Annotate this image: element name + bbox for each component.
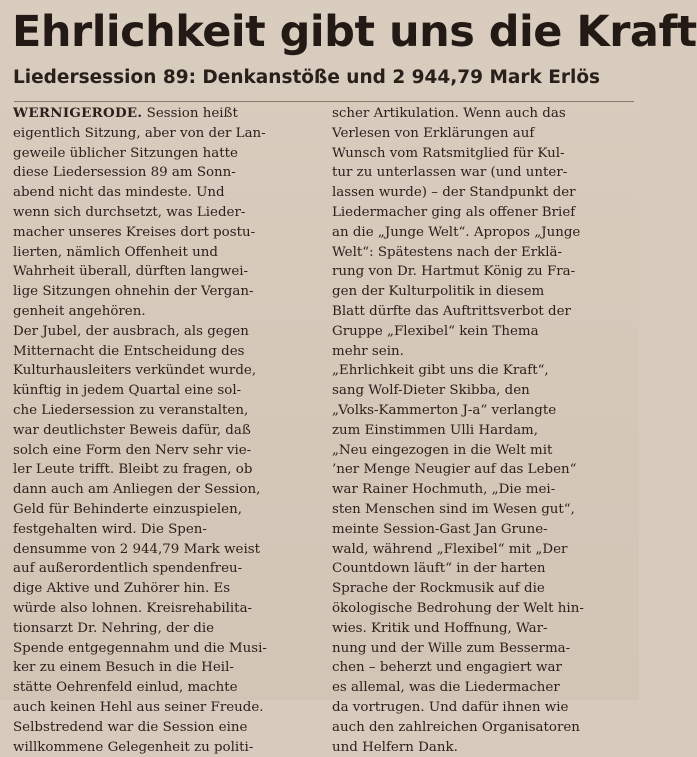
- text-line: da vortrugen. Und dafür ihnen wie: [332, 698, 634, 718]
- text-line: ’ner Menge Neugier auf das Leben“: [332, 460, 634, 480]
- text-line: festgehalten wird. Die Spen-: [13, 520, 328, 540]
- text-line: mehr sein.: [332, 342, 634, 362]
- text-line: sten Menschen sind im Wesen gut“,: [332, 500, 634, 520]
- text-line: solch eine Form den Nerv sehr vie-: [13, 441, 328, 461]
- text-line: Wunsch vom Ratsmitglied für Kul-: [332, 144, 634, 164]
- text-line: stätte Oehrenfeld einlud, machte: [13, 678, 328, 698]
- text-line: dige Aktive und Zuhörer hin. Es: [13, 579, 328, 599]
- text-line: lierten, nämlich Offenheit und: [13, 243, 328, 263]
- text-line: chen – beherzt und engagiert war: [332, 658, 634, 678]
- text-line: ökologische Bedrohung der Welt hin-: [332, 599, 634, 619]
- text-line: gen der Kulturpolitik in diesem: [332, 282, 634, 302]
- text-line: dann auch am Anliegen der Session,: [13, 480, 328, 500]
- text-line: Countdown läuft“ in der harten: [332, 559, 634, 579]
- divider: [14, 101, 634, 102]
- text-line: und Helfern Dank.: [332, 738, 634, 757]
- text-line: Mitternacht die Entscheidung des: [13, 342, 328, 362]
- text-line: che Liedersession zu veranstalten,: [13, 401, 328, 421]
- right-column: [332, 104, 634, 757]
- text-line: es allemal, was die Liedermacher: [332, 678, 634, 698]
- text-line: nung und der Wille zum Bessermа-: [332, 639, 634, 659]
- text-line: tionsarzt Dr. Nehring, der die: [13, 619, 328, 639]
- text-line: meinte Session-Gast Jan Grune-: [332, 520, 634, 540]
- headline: Ehrlichkeit gibt uns die Kraft: [12, 4, 632, 60]
- text-line: würde also lohnen. Kreisrehabilita-: [13, 599, 328, 619]
- text-line: Der Jubel, der ausbrach, als gegen: [13, 322, 328, 342]
- text-line: lige Sitzungen ohnehin der Vergan-: [13, 282, 328, 302]
- text-line: auch keinen Hehl aus seiner Freude.: [13, 698, 328, 718]
- text-line: wald, während „Flexibel“ mit „Der: [332, 540, 634, 560]
- text-line: densumme von 2 944,79 Mark weist: [13, 540, 328, 560]
- text-line: ler Leute trifft. Bleibt zu fragen, ob: [13, 460, 328, 480]
- text-line: Sprache der Rockmusik auf die: [332, 579, 634, 599]
- text-line: Verlesen von Erklärungen auf: [332, 124, 634, 144]
- text-line: scher Artikulation. Wenn auch das: [332, 104, 634, 124]
- text-line: künftig in jedem Quartal eine sol-: [13, 381, 328, 401]
- text-line: auf außerordentlich spendenfreu-: [13, 559, 328, 579]
- text-line: geweile üblicher Sitzungen hatte: [13, 144, 328, 164]
- left-column: [13, 104, 328, 757]
- text-line: eigentlich Sitzung, aber von der Lan-: [13, 124, 328, 144]
- text-line: genheit angehören.: [13, 302, 328, 322]
- text-line: Geld für Behinderte einzuspielen,: [13, 500, 328, 520]
- text-line: war deutlichster Beweis dafür, daß: [13, 421, 328, 441]
- text-line: war Rainer Hochmuth, „Die mei-: [332, 480, 634, 500]
- subheadline: Liedersession 89: Denkanstöße und 2 944,79 Mark Erlös: [13, 66, 633, 90]
- text-line: rung von Dr. Hartmut König zu Fra-: [332, 262, 634, 282]
- text-line: wies. Kritik und Hoffnung, War-: [332, 619, 634, 639]
- text-line: wenn sich durchsetzt, was Lieder-: [13, 203, 328, 223]
- text-line: Welt“: Spätestens nach der Erklä-: [332, 243, 634, 263]
- text-line: auch den zahlreichen Organisatoren: [332, 718, 634, 738]
- text-line: Liedermacher ging als offener Brief: [332, 203, 634, 223]
- text-line: „Neu eingezogen in die Welt mit: [332, 441, 634, 461]
- text-line: [13, 104, 328, 124]
- text-line: Selbstredend war die Session eine: [13, 718, 328, 738]
- text-fragment: Session heißt: [142, 106, 237, 121]
- text-line: abend nicht das mindeste. Und: [13, 183, 328, 203]
- text-line: tur zu unterlassen war (und unter-: [332, 163, 634, 183]
- text-line: „Volks-Kammerton J-a“ verlangte: [332, 401, 634, 421]
- text-line: Blatt dürfte das Auftrittsverbot der: [332, 302, 634, 322]
- text-line: macher unseres Kreises dort postu-: [13, 223, 328, 243]
- text-line: Wahrheit überall, dürften langwei-: [13, 262, 328, 282]
- text-line: diese Liedersession 89 am Sonn-: [13, 163, 328, 183]
- dateline: WERNIGERODE.: [13, 105, 142, 121]
- text-line: zum Einstimmen Ulli Hardam,: [332, 421, 634, 441]
- text-line: willkommene Gelegenheit zu politi-: [13, 738, 328, 757]
- text-line: Gruppe „Flexibel“ kein Thema: [332, 322, 634, 342]
- text-line: Spende entgegennahm und die Musi-: [13, 639, 328, 659]
- text-line: sang Wolf-Dieter Skibba, den: [332, 381, 634, 401]
- text-line: lassen wurde) – der Standpunkt der: [332, 183, 634, 203]
- text-line: an die „Junge Welt“. Apropos „Junge: [332, 223, 634, 243]
- text-line: ker zu einem Besuch in die Heil-: [13, 658, 328, 678]
- text-line: „Ehrlichkeit gibt uns die Kraft“,: [332, 361, 634, 381]
- text-line: Kulturhausleiters verkündet wurde,: [13, 361, 328, 381]
